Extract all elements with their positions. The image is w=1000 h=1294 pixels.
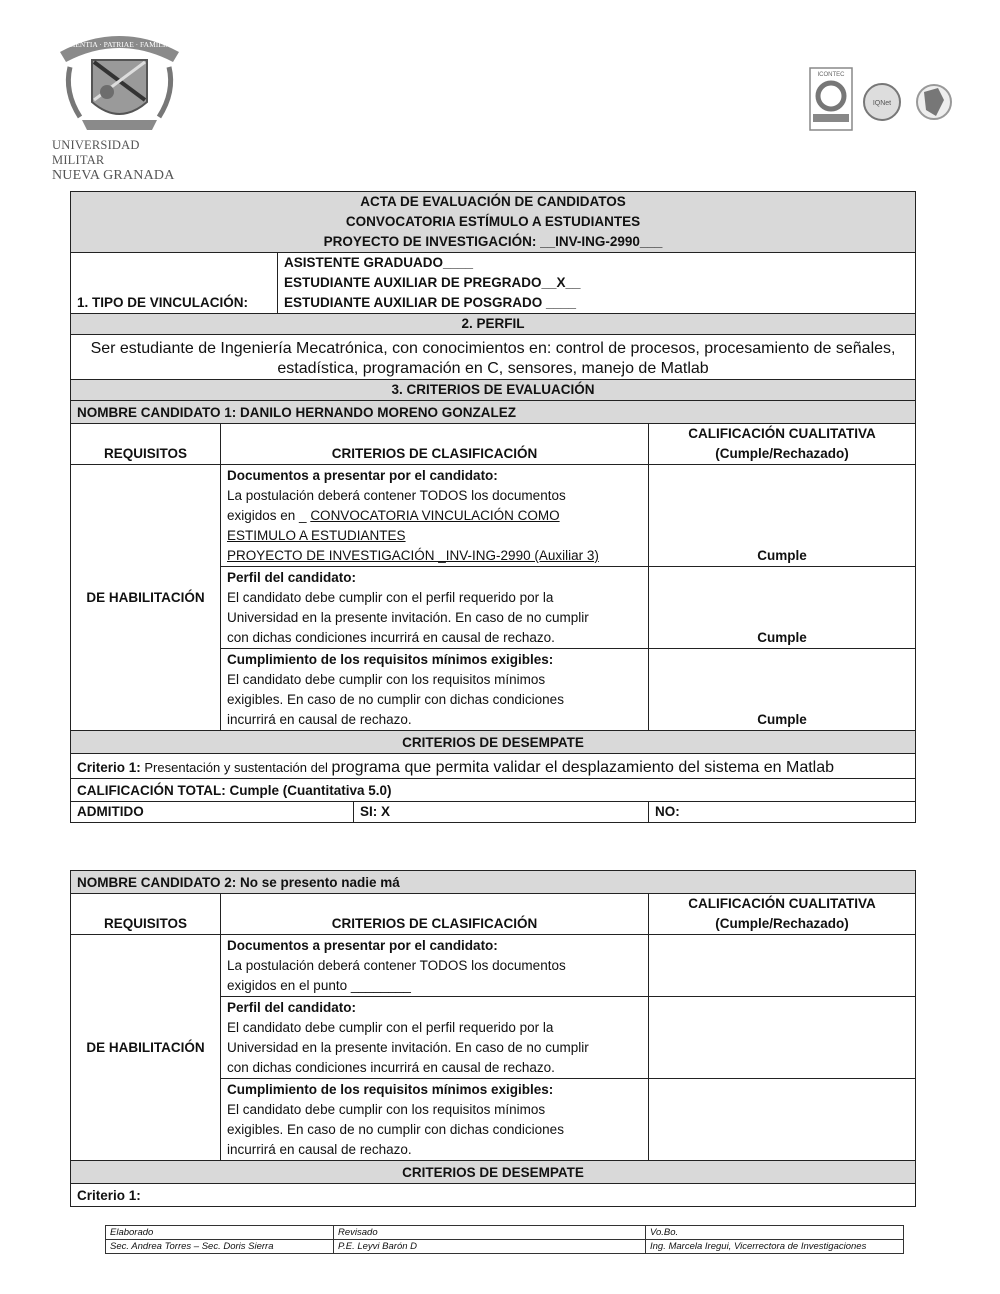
evaluation-table-candidate-1 xyxy=(70,191,916,823)
certification-logos xyxy=(808,66,956,136)
svg-text:ICONTEC: ICONTEC xyxy=(817,72,845,78)
evaluation-table-candidate-2 xyxy=(70,870,916,1207)
document-title: ACTA DE EVALUACIÓN DE CANDIDATOS CONVOCATORIA ESTÍMULO A ESTUDIANTES PROYECTO DE INVESTIGACIÓN: __INV-ING-2990___ xyxy=(71,192,916,253)
option-auxiliar-pregrado: ESTUDIANTE AUXILIAR DE PREGRADO__X__ xyxy=(284,275,581,290)
desempate-heading-2: CRITERIOS DE DESEMPATE xyxy=(71,1161,916,1184)
result-perfil: Cumple xyxy=(649,567,916,649)
col-header-calificacion-2: CALIFICACIÓN CUALITATIVA (Cumple/Rechazado) xyxy=(649,894,916,935)
criterion-documentos-2: Documentos a presentar por el candidato: La postulación deberá contener TODOS los documentos exigidos en el punto ________ xyxy=(221,935,649,997)
candidate-1-name: NOMBRE CANDIDATO 1: DANILO HERNANDO MORENO GONZALEZ xyxy=(71,401,916,424)
col-header-requisitos-2: REQUISITOS xyxy=(71,894,221,935)
option-auxiliar-posgrado: ESTUDIANTE AUXILIAR DE POSGRADO ____ xyxy=(284,295,577,310)
col-header-criterios-2: CRITERIOS DE CLASIFICACIÓN xyxy=(221,894,649,935)
col-header-calificacion: CALIFICACIÓN CUALITATIVA (Cumple/Rechazado) xyxy=(649,424,916,465)
col-header-criterios: CRITERIOS DE CLASIFICACIÓN xyxy=(221,424,649,465)
option-asistente-graduado: ASISTENTE GRADUADO____ xyxy=(284,255,474,270)
footer-vobo: Ing. Marcela Iregui, Vicerrectora de Investigaciones xyxy=(646,1240,904,1254)
calificacion-total: CALIFICACIÓN TOTAL: Cumple (Cuantitativa 5.0) xyxy=(71,779,916,802)
criterio-1-row: Criterio 1: Presentación y sustentación del programa que permita validar el desplazamiento del sistema en Matlab xyxy=(71,754,916,779)
result-documentos-2 xyxy=(649,935,916,997)
result-perfil-2 xyxy=(649,997,916,1079)
habilitacion-label-2: DE HABILITACIÓN xyxy=(71,935,221,1161)
admitido-label: ADMITIDO xyxy=(71,802,354,823)
certification-seals-icon xyxy=(808,66,956,136)
result-documentos: Cumple xyxy=(649,465,916,567)
footer-elaborado-label: Elaborado xyxy=(106,1226,334,1240)
habilitacion-label: DE HABILITACIÓN xyxy=(71,465,221,731)
criterion-requisitos-minimos-2: Cumplimiento de los requisitos mínimos exigibles: El candidato debe cumplir con los requisitos mínimos exigibles. En caso de no cumplir con dichas condiciones incurrirá en causal de rechazo. xyxy=(221,1079,649,1161)
col-header-requisitos: REQUISITOS xyxy=(71,424,221,465)
criterios-heading: 3. CRITERIOS DE EVALUACIÓN xyxy=(71,380,916,401)
footer-revisado-label: Revisado xyxy=(334,1226,646,1240)
perfil-text: Ser estudiante de Ingeniería Mecatrónica, con conocimientos en: control de procesos, procesamiento de señales, estadística, programación en C, sensores, manejo de Matlab xyxy=(71,335,916,380)
motto-text: SCIENTIA · PATRIAE · FAMILIAE xyxy=(63,40,176,49)
perfil-heading: 2. PERFIL xyxy=(71,314,916,335)
candidate-2-name: NOMBRE CANDIDATO 2: No se presento nadie má xyxy=(71,871,916,894)
admitido-si: SI: X xyxy=(354,802,649,823)
university-crest-icon xyxy=(52,22,187,137)
criterion-requisitos-minimos: Cumplimiento de los requisitos mínimos exigibles: El candidato debe cumplir con los requisitos mínimos exigibles. En caso de no cumplir con dichas condiciones incurrirá en causal de rechazo. xyxy=(221,649,649,731)
approval-footer xyxy=(105,1225,904,1254)
criterion-documentos: Documentos a presentar por el candidato: La postulación deberá contener TODOS los documentos exigidos en _ CONVOCATORIA VINCULACIÓN COMO ESTIMULO A ESTUDIANTES PROYECTO DE INVESTIGACIÓN _INV-ING-2990 (Auxiliar 3) xyxy=(221,465,649,567)
svg-text:IQNet: IQNet xyxy=(872,100,892,107)
result-requisitos-minimos-2 xyxy=(649,1079,916,1161)
footer-vobo-label: Vo.Bo. xyxy=(646,1226,904,1240)
vinculacion-label: 1. TIPO DE VINCULACIÓN: xyxy=(71,253,278,314)
criterion-perfil-2: Perfil del candidato: El candidato debe cumplir con el perfil requerido por la Universidad en la presente invitación. En caso de no cumplir con dichas condiciones incurrirá en causal de rechazo. xyxy=(221,997,649,1079)
result-requisitos-minimos: Cumple xyxy=(649,649,916,731)
university-name: UNIVERSIDAD MILITAR NUEVA GRANADA xyxy=(52,138,175,183)
criterion-perfil: Perfil del candidato: El candidato debe cumplir con el perfil requerido por la Universidad en la presente invitación. En caso de no cumplir con dichas condiciones incurrirá en causal de rechazo. xyxy=(221,567,649,649)
vinculacion-options xyxy=(278,253,916,314)
criterio-1-row-2: Criterio 1: xyxy=(71,1184,916,1207)
footer-revisado: P.E. Leyvi Barón D xyxy=(334,1240,646,1254)
desempate-heading: CRITERIOS DE DESEMPATE xyxy=(71,731,916,754)
footer-elaborado: Sec. Andrea Torres – Sec. Doris Sierra xyxy=(106,1240,334,1254)
admitido-no: NO: xyxy=(649,802,916,823)
university-logo xyxy=(52,22,187,183)
